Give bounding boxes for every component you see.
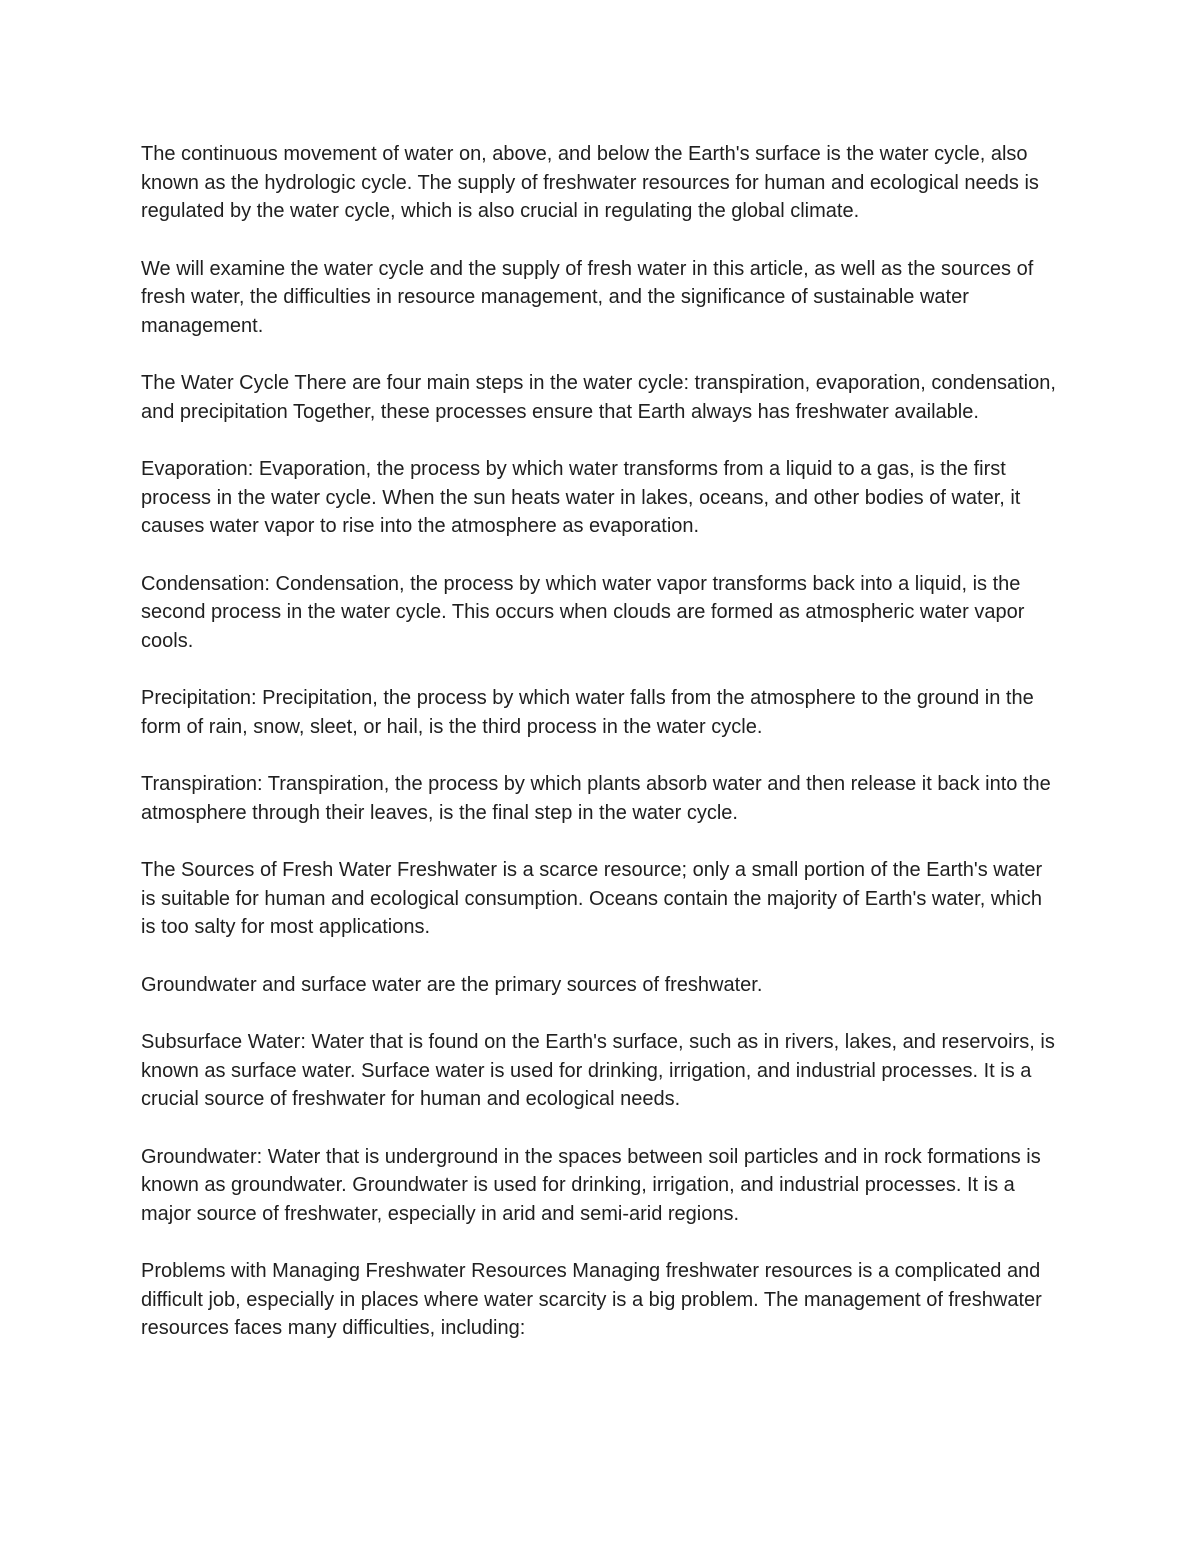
paragraph-sources-fresh-water: The Sources of Fresh Water Freshwater is a scarce resource; only a small portion of the Earth's water is suitable for human and ecological consumption. Oceans contain the majority of Earth's water, which is too salty for most applications. [141,859,1043,938]
paragraph-evaporation: Evaporation: Evaporation, the process by which water transforms from a liquid to a gas, is the first process in the water cycle. When the sun heats water in lakes, oceans, and other bodies of water, it causes water vapor to rise into the atmosphere as evaporation. [141,458,1021,537]
paragraph-article-overview: We will examine the water cycle and the supply of fresh water in this article, as well as the sources of fresh water, the difficulties in resource management, and the significance of sustainable water management. [141,257,1034,337]
paragraph-water-cycle: The Water Cycle There are four main steps in the water cycle: transpiration, evaporation, condensation, and precipitation Together, these processes ensure that Earth always has freshwater available. [141,372,1056,423]
paragraph-transpiration: Transpiration: Transpiration, the process by which plants absorb water and then release it back into the atmosphere through their leaves, is the final step in the water cycle. [141,773,1051,824]
document-body [141,140,1061,1372]
paragraph-condensation: Condensation: Condensation, the process by which water vapor transforms back into a liquid, is the second process in the water cycle. This occurs when clouds are formed as atmospheric water vapor cools. [141,572,1025,652]
paragraph-groundwater: Groundwater: Water that is underground in the spaces between soil particles and in rock formations is known as groundwater. Groundwater is used for drinking, irrigation, and industrial processes. It is a major source of freshwater, especially in arid and semi-arid regions. [141,1145,1041,1225]
paragraph-intro: The continuous movement of water on, above, and below the Earth's surface is the water cycle, also known as the hydrologic cycle. The supply of freshwater resources for human and ecological needs is regulated by the water cycle, which is also crucial in regulating the global climate. [141,143,1039,222]
paragraph-primary-sources: Groundwater and surface water are the primary sources of freshwater. [141,973,763,996]
paragraph-subsurface-water: Subsurface Water: Water that is found on the Earth's surface, such as in rivers, lakes, and reservoirs, is known as surface water. Surface water is used for drinking, irrigation, and industrial processes. It is a crucial source of freshwater for human and ecological needs. [141,1031,1055,1110]
paragraph-management-problems: Problems with Managing Freshwater Resources Managing freshwater resources is a complicated and difficult job, especially in places where water scarcity is a big problem. The management of freshwater resources faces many difficulties, including: [141,1260,1042,1339]
paragraph-precipitation: Precipitation: Precipitation, the process by which water falls from the atmosphere to the ground in the form of rain, snow, sleet, or hail, is the third process in the water cycle. [141,687,1034,738]
